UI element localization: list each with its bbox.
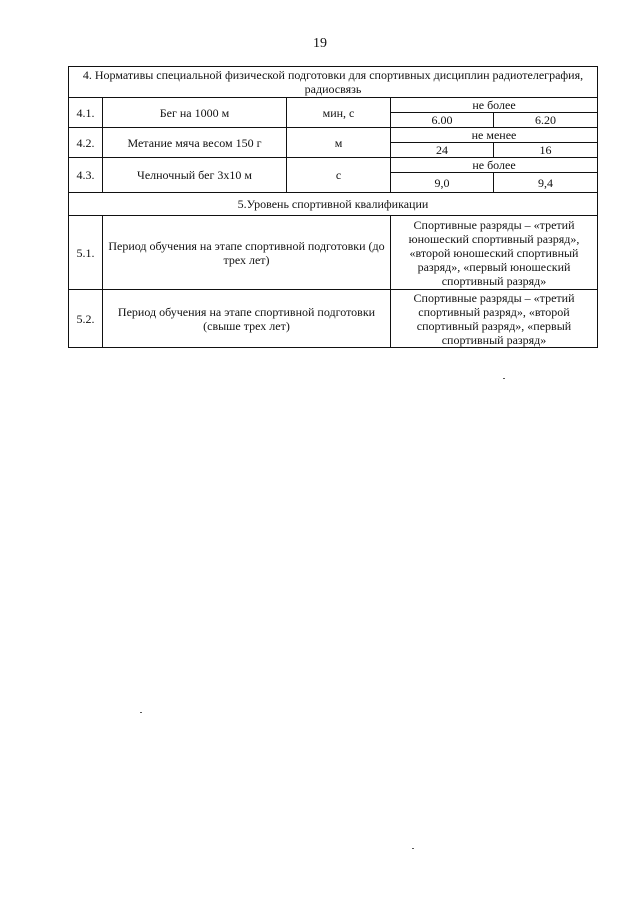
section4-header-row bbox=[69, 67, 598, 98]
value-cell: 16 bbox=[494, 143, 598, 158]
value-cell: 6.20 bbox=[494, 113, 598, 128]
limit-label: не менее bbox=[391, 128, 598, 143]
period-cell: Период обучения на этапе спортивной подготовки (свыше трех лет) bbox=[103, 290, 391, 348]
value-cell: 6.00 bbox=[391, 113, 494, 128]
value-cell: 9,0 bbox=[391, 173, 494, 193]
exercise-name: Челночный бег 3x10 м bbox=[103, 158, 287, 193]
scan-speck bbox=[140, 712, 142, 713]
section5-title: 5.Уровень спортивной квалификации bbox=[69, 193, 598, 216]
standards-table bbox=[68, 66, 598, 348]
table-row bbox=[69, 128, 598, 143]
scan-speck bbox=[412, 848, 414, 849]
requirement-cell: Спортивные разряды – «третий спортивный разряд», «второй спортивный разряд», «первый спортивный разряд» bbox=[391, 290, 598, 348]
row-number: 5.2. bbox=[69, 290, 103, 348]
row-number: 4.2. bbox=[69, 128, 103, 158]
value-cell: 24 bbox=[391, 143, 494, 158]
section4-title: 4. Нормативы специальной физической подготовки для спортивных дисциплин радиотелеграфия, радиосвязь bbox=[69, 67, 598, 98]
section5-header-row bbox=[69, 193, 598, 216]
unit-cell: м bbox=[287, 128, 391, 158]
period-cell: Период обучения на этапе спортивной подготовки (до трех лет) bbox=[103, 216, 391, 290]
table-row bbox=[69, 98, 598, 113]
value-cell: 9,4 bbox=[494, 173, 598, 193]
row-number: 4.3. bbox=[69, 158, 103, 193]
row-number: 5.1. bbox=[69, 216, 103, 290]
table-row bbox=[69, 216, 598, 290]
limit-label: не более bbox=[391, 98, 598, 113]
page-number: 19 bbox=[313, 36, 327, 51]
limit-label: не более bbox=[391, 158, 598, 173]
exercise-name: Бег на 1000 м bbox=[103, 98, 287, 128]
requirement-cell: Спортивные разряды – «третий юношеский спортивный разряд», «второй юношеский спортивный разряд», «первый юношеский спортивный разряд» bbox=[391, 216, 598, 290]
exercise-name: Метание мяча весом 150 г bbox=[103, 128, 287, 158]
unit-cell: мин, с bbox=[287, 98, 391, 128]
table-row bbox=[69, 290, 598, 348]
table-row bbox=[69, 158, 598, 173]
scan-speck bbox=[503, 378, 505, 379]
unit-cell: с bbox=[287, 158, 391, 193]
row-number: 4.1. bbox=[69, 98, 103, 128]
